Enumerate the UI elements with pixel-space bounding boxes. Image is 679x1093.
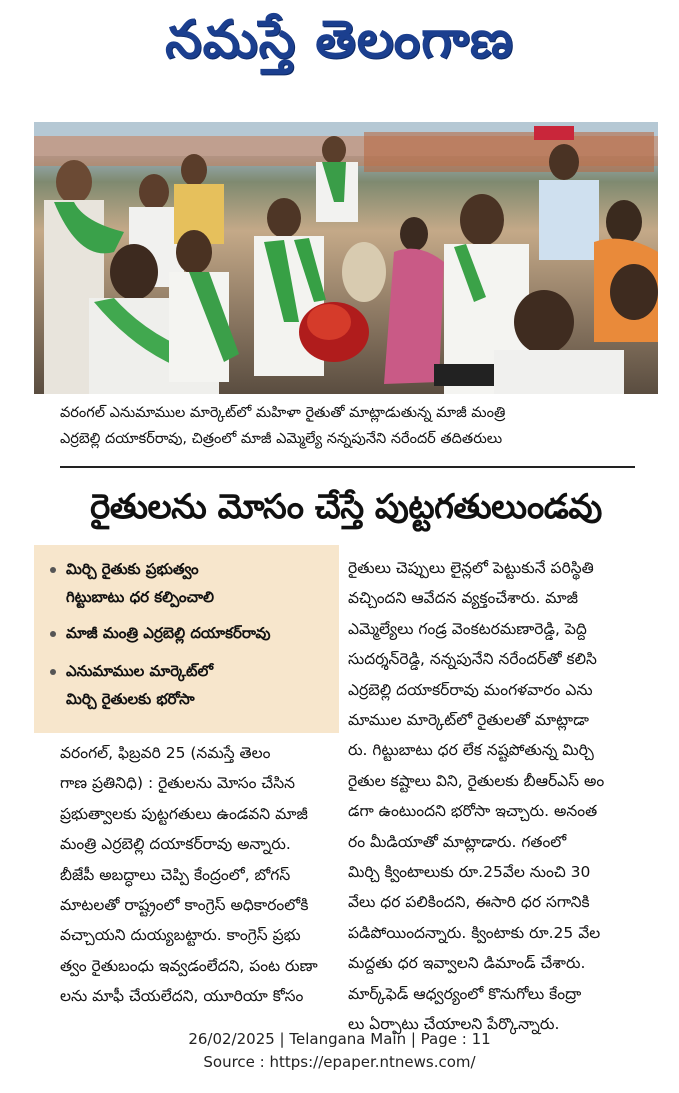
bullet-icon (50, 631, 56, 637)
body-line: వచ్చాయని దుయ్యబట్టారు. కాంగ్రెస్ ప్రభు (60, 926, 301, 945)
body-line: గాణ ప్రతినిధి) : రైతులను మోసం చేసిన (60, 774, 295, 793)
highlight-item (50, 657, 213, 713)
photo-caption (60, 400, 640, 452)
body-line: లు ఏర్పాటు చేయాలని పేర్కొన్నారు. (348, 1015, 560, 1034)
article-column-right (348, 553, 635, 1040)
newspaper-logo: నమస్తే తెలంగాణ (165, 10, 514, 70)
body-line: లను మాఫీ చేయలేదని, యూరియా కోసం (60, 987, 304, 1006)
body-line: రం మీడియాతో మాట్లాడారు. గతంలో (348, 832, 567, 851)
bullet-icon (50, 669, 56, 675)
highlight-text: ఎనుమాముల మార్కెట్‌లో (66, 662, 214, 680)
body-line: రైతుల కష్టాలు విని, రైతులకు బీఆర్‌ఎస్ అం (348, 771, 605, 790)
body-line: రైతులు చెప్పులు లైన్లలో పెట్టుకునే పరిస్థితి (348, 559, 594, 577)
highlight-text: మిర్చి రైతులకు భరోసా (66, 690, 195, 708)
body-line: ఎర్రబెల్లి దయాకర్‌రావు మంగళవారం ఎను (348, 680, 593, 699)
divider (60, 466, 635, 468)
highlight-item (50, 555, 214, 611)
body-line: మిర్చి క్వింటాలుకు రూ.25వేల నుంచి 30 (348, 863, 591, 882)
body-line: రు. గిట్టుబాటు ధర లేక నష్టపోతున్న మిర్చి (348, 741, 594, 760)
body-line: వరంగల్, ఫిబ్రవరి 25 (నమస్తే తెలం (60, 744, 271, 762)
body-line: మాటలతో రాష్ట్రంలో కాంగ్రెస్ అధికారంలోకి (60, 896, 309, 915)
caption-line: వరంగల్ ఎనుమాముల మార్కెట్‌లో మహిళా రైతుతో మాట్లాడుతున్న మాజీ మంత్రి (60, 405, 506, 421)
bullet-icon (50, 567, 56, 573)
body-line: డగా ఉంటుందని భరోసా ఇచ్చారు. అనంత (348, 802, 598, 821)
body-line: మద్దతు ధర ఇవ్వాలని డిమాండ్ చేశారు. (348, 954, 586, 973)
highlight-item (50, 619, 270, 647)
highlight-text: మిర్చి రైతుకు ప్రభుత్వం (66, 560, 199, 578)
highlight-text: గిట్టుబాటు ధర కల్పించాలి (66, 588, 214, 606)
body-line: త్వం రైతుబంధు ఇవ్వడంలేదని, పంట రుణా (60, 956, 318, 975)
article-headline: రైతులను మోసం చేస్తే పుట్టగతులుండవు (90, 487, 602, 527)
news-photo (34, 122, 658, 394)
highlight-text: మాజీ మంత్రి ఎర్రబెల్లి దయాకర్‌రావు (66, 624, 271, 642)
photo-illustration (34, 122, 658, 394)
body-line: సుదర్శన్‌రెడ్డి, నన్నపునేని నరేందర్‌తో కలిసి (348, 650, 597, 669)
body-line: మంత్రి ఎర్రబెల్లి దయాకర్‌రావు అన్నారు. (60, 835, 291, 854)
footer-date-page: 26/02/2025 | Telangana Main | Page : 11 (188, 1030, 491, 1048)
body-line: వచ్చిందని ఆవేదన వ్యక్తంచేశారు. మాజీ (348, 589, 578, 608)
body-line: వేలు ధర పలికిందని, ఈసారి ధర సగానికి (348, 893, 590, 912)
body-line: బీజేపీ అబద్ధాలు చెప్పి కేంద్రంలో, బోగస్ (60, 865, 291, 884)
caption-line: ఎర్రబెల్లి దయాకర్‌రావు, చిత్రంలో మాజీ ఎమ్మెల్యే నన్నపునేని నరేందర్ తదితరులు (60, 431, 503, 447)
body-line: మాముల మార్కెట్‌లో రైతులతో మాట్లాడా (348, 711, 589, 730)
highlights-box (34, 545, 339, 733)
footer-source-link[interactable]: Source : https://epaper.ntnews.com/ (203, 1053, 476, 1071)
body-line: మార్క్‌ఫెడ్ ఆధ్వర్యంలో కొనుగోలు కేంద్రా (348, 984, 582, 1003)
article-column-left (60, 738, 335, 1012)
body-line: ఎమ్మెల్యేలు గండ్ర వెంకటరమణారెడ్డి, పెద్ది (348, 619, 587, 638)
body-line: ప్రభుత్వాలకు పుట్టగతులు ఉండవని మాజీ (60, 804, 308, 823)
masthead (0, 0, 679, 118)
body-line: పడిపోయిందన్నారు. క్వింటాకు రూ.25 వేల (348, 923, 601, 942)
